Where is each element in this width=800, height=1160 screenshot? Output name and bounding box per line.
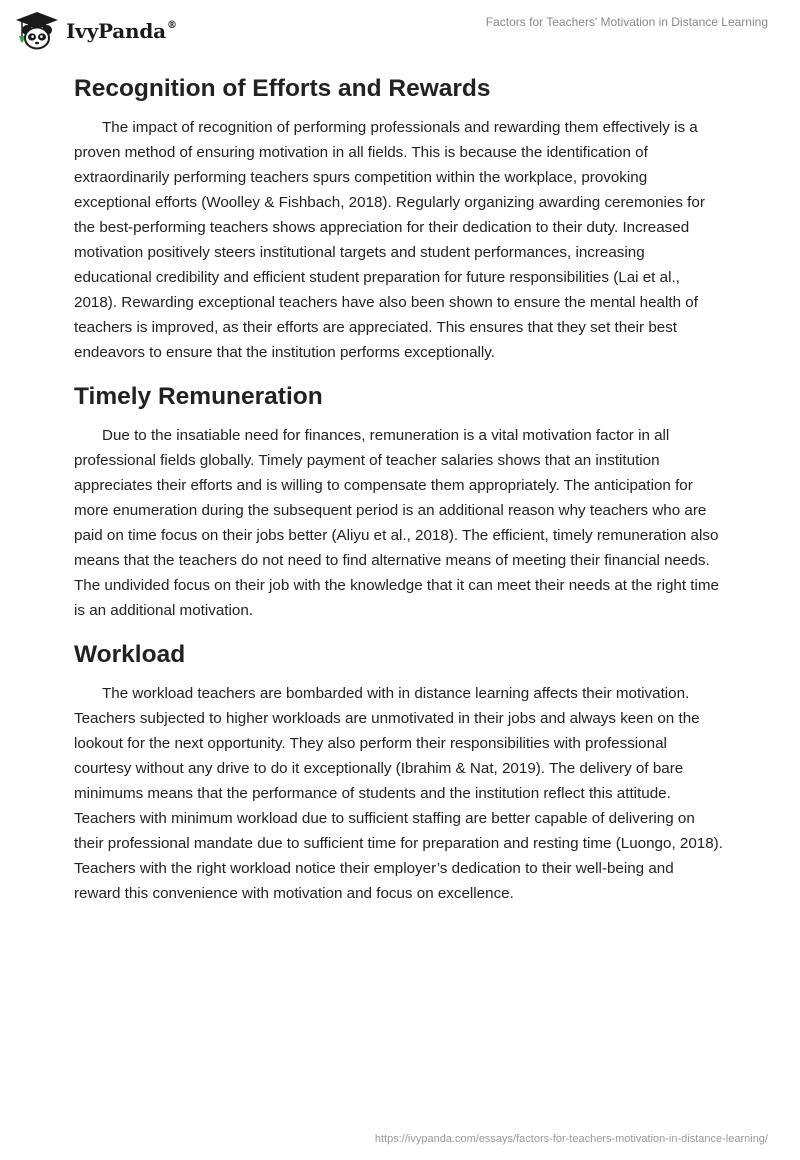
section-paragraph: The workload teachers are bombarded with in distance learning affects their motivation. Teachers subjected to higher workloads are unmotivated in their jobs and always keen on the lookout for the next opportunity. They also perform their responsibilities with professional courtesy without any drive to do it exceptionally (Ibrahim & Nat, 2019). The delivery of bare minimums means that the performance of students and the institution reflect this attitude. Teachers with minimum workload due to sufficient staffing are better capable of delivering on their professional mandate due to sufficient time for preparation and resting time (Luongo, 2018). Teachers with the right workload notice their employer’s dedication to their well-being and reward this convenience with motivation and focus on excellence.: [74, 685, 723, 902]
section-heading: Timely Remuneration: [74, 383, 323, 410]
section-workload: [74, 636, 724, 906]
source-url-link[interactable]: https://ivypanda.com/essays/factors-for-teachers-motivation-in-distance-learning/: [374, 1133, 768, 1145]
section-recognition: [74, 70, 724, 365]
registered-mark: ®: [166, 20, 177, 32]
document-title: Factors for Teachers' Motivation in Distance Learning: [485, 15, 768, 29]
section-paragraph: The impact of recognition of performing professionals and rewarding them effectively is a proven method of ensuring motivation in all fields. This is because the identification of extraordinarily performing teachers spurs competition within the workplace, provoking exceptional efforts (Woolley & Fishbach, 2018). Regularly organizing awarding ceremonies for the best-performing teachers shows appreciation for their dedication to their duty. Increased motivation positively steers institutional targets and student performances, increasing educational credibility and efficient student preparation for future responsibilities (Lai et al., 2018). Rewarding exceptional teachers have also been shown to ensure the mental health of teachers is improved, as their efforts are appreciated. This ensures that they set their best endeavors to ensure that the institution performs exceptionally.: [74, 119, 705, 361]
section-remuneration: [74, 378, 724, 623]
article-body: [74, 70, 724, 919]
section-heading: Recognition of Efforts and Rewards: [74, 75, 491, 102]
panda-graduate-icon: [14, 10, 60, 50]
section-paragraph: Due to the insatiable need for finances, remuneration is a vital motivation factor in all professional fields globally. Timely payment of teacher salaries shows that an institution appreciates their efforts and is willing to compensate them appropriately. The anticipation for more enumeration during the subsequent period is an additional reason why teachers who are paid on time focus on their jobs better (Aliyu et al., 2018). The efficient, timely remuneration also means that the teachers do not need to find alternative means of meeting their financial needs. The undivided focus on their job with the knowledge that it can meet their needs at the right time is an additional motivation.: [74, 427, 720, 619]
section-heading: Workload: [74, 641, 186, 668]
page-header: [0, 0, 800, 60]
brand-name: IvyPanda®: [66, 19, 177, 43]
brand-logo[interactable]: [14, 10, 177, 50]
